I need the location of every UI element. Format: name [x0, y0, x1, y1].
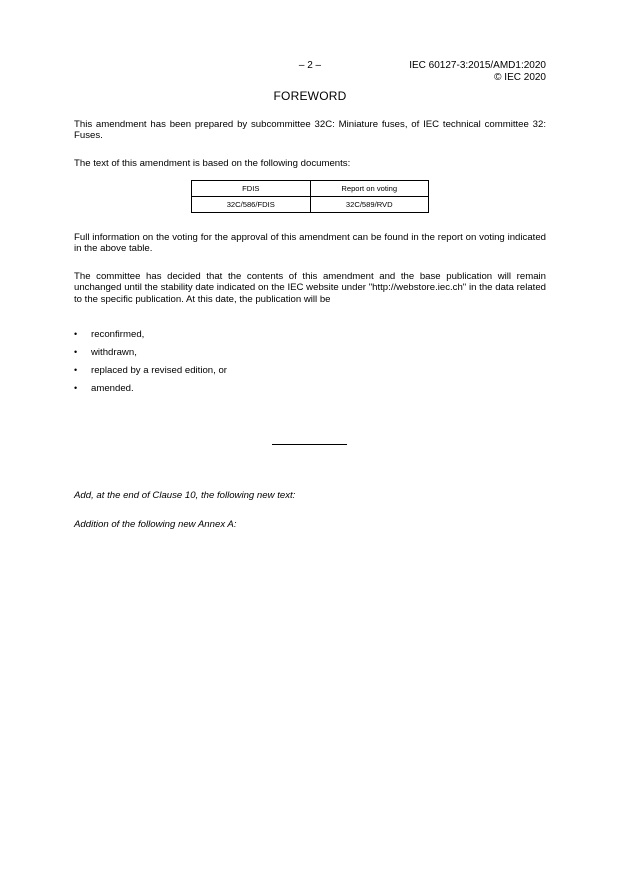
- table-cell-rvd: 32C/589/RVD: [310, 197, 429, 213]
- page-number: – 2 –: [298, 60, 322, 71]
- instruction-clause-10: Add, at the end of Clause 10, the following new text:: [74, 490, 296, 501]
- separator-rule: [272, 444, 347, 445]
- table-header-report-on-voting: Report on voting: [310, 181, 429, 197]
- list-item: • replaced by a revised edition, or: [74, 365, 227, 383]
- page-title: FOREWORD: [273, 89, 347, 103]
- table-cell-fdis: 32C/586/FDIS: [192, 197, 311, 213]
- status-list: [74, 329, 227, 401]
- documents-table: [191, 180, 429, 213]
- standard-reference: IEC 60127-3:2015/AMD1:2020: [409, 60, 546, 71]
- paragraph-voting-info: Full information on the voting for the approval of this amendment can be found in the report on voting indicated in the above table.: [74, 232, 546, 255]
- header-reference: [409, 60, 546, 84]
- instruction-annex-a: Addition of the following new Annex A:: [74, 519, 237, 530]
- copyright-notice: © IEC 2020: [494, 72, 546, 83]
- paragraph-prepared-by: This amendment has been prepared by subcommittee 32C: Miniature fuses, of IEC technical committee 32: Fuses.: [74, 119, 546, 142]
- list-item: • withdrawn,: [74, 347, 227, 365]
- table-header-row: [192, 181, 429, 197]
- paragraph-based-on: The text of this amendment is based on the following documents:: [74, 158, 351, 169]
- paragraph-stability: The committee has decided that the contents of this amendment and the base publication will remain unchanged until the stability date indicated on the IEC website under "http://webstore.iec.ch" in the data related to the specific publication. At this date, the publication will be: [74, 271, 546, 305]
- table-row: [192, 197, 429, 213]
- table-header-fdis: FDIS: [192, 181, 311, 197]
- list-item: • reconfirmed,: [74, 329, 227, 347]
- list-item: • amended.: [74, 383, 227, 401]
